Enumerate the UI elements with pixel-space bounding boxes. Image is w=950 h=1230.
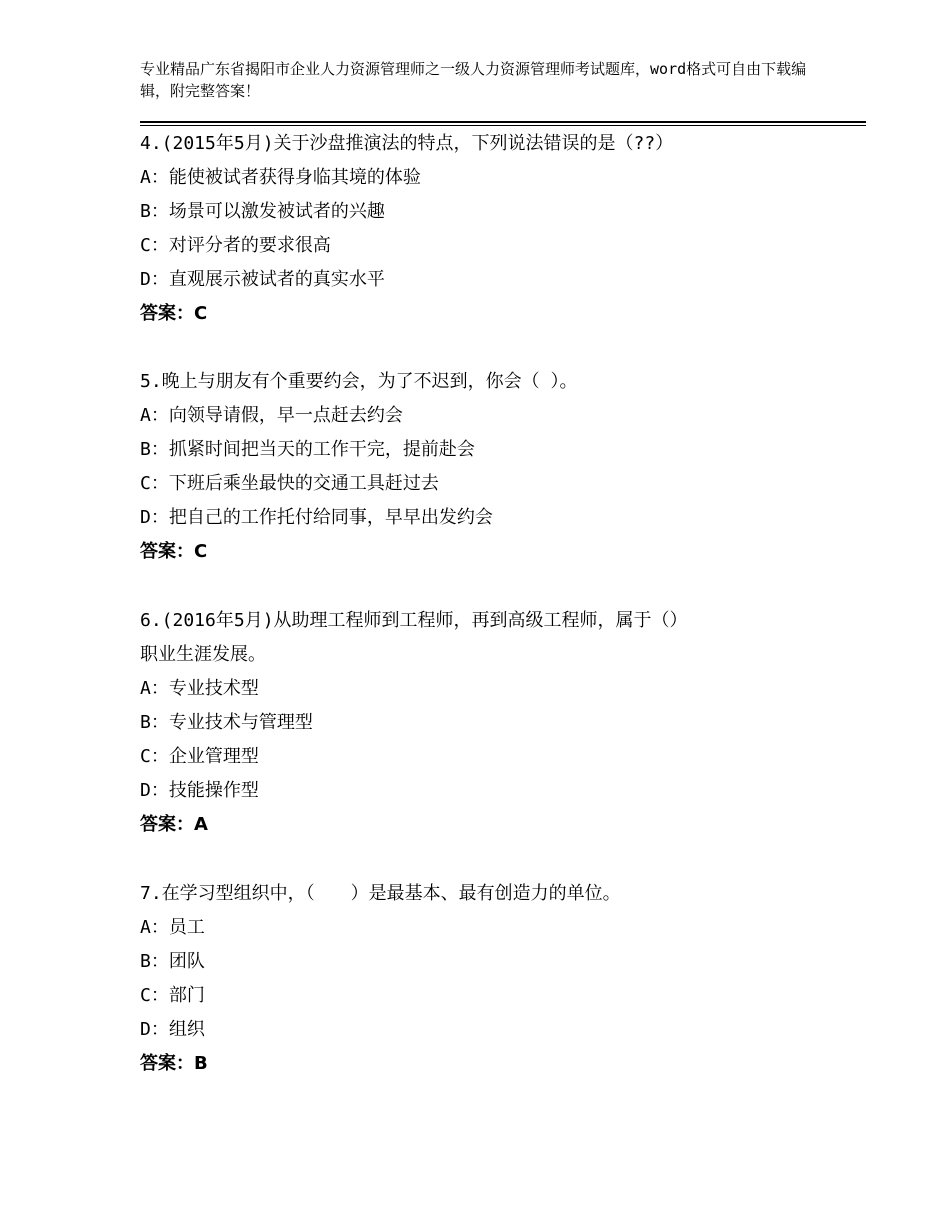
- option-c: C：下班后乘坐最快的交通工具赶过去: [140, 473, 439, 494]
- answer-value: B: [194, 1053, 208, 1074]
- option-c: C：企业管理型: [140, 746, 259, 767]
- answer-label: 答案：: [140, 814, 194, 835]
- option-b: B：团队: [140, 951, 205, 972]
- answer-line: [140, 297, 207, 331]
- option-b: B：场景可以激发被试者的兴趣: [140, 201, 385, 222]
- answer-line: [140, 535, 207, 569]
- option-a: A：能使被试者获得身临其境的体验: [140, 167, 421, 188]
- option-a: A：员工: [140, 917, 205, 938]
- answer-value: C: [194, 541, 208, 562]
- option-c: C：部门: [140, 985, 205, 1006]
- option-b: B：抓紧时间把当天的工作干完，提前赴会: [140, 439, 475, 460]
- question-stem: 5.晚上与朋友有个重要约会，为了不迟到，你会（ ）。: [140, 371, 578, 392]
- answer-line: [140, 1047, 208, 1081]
- answer-value: C: [194, 303, 208, 324]
- answer-value: A: [194, 814, 208, 835]
- question-stem-line-2: 职业生涯发展。: [140, 644, 266, 665]
- option-d: D：技能操作型: [140, 780, 259, 801]
- answer-label: 答案：: [140, 1053, 194, 1074]
- answer-line: [140, 808, 208, 842]
- option-d: D：组织: [140, 1019, 205, 1040]
- option-d: D：直观展示被试者的真实水平: [140, 269, 385, 290]
- question-stem-line-1: 6.(2016年5月)从助理工程师到工程师，再到高级工程师，属于（）: [140, 610, 688, 631]
- option-b: B：专业技术与管理型: [140, 712, 313, 733]
- document-header: 专业精品广东省揭阳市企业人力资源管理师之一级人力资源管理师考试题库，word格式可自由下载编辑，附完整答案！: [140, 60, 807, 100]
- answer-label: 答案：: [140, 541, 194, 562]
- answer-label: 答案：: [140, 303, 194, 324]
- option-d: D：把自己的工作托付给同事，早早出发约会: [140, 507, 493, 528]
- option-a: A：专业技术型: [140, 678, 259, 699]
- header-divider-thin: [140, 125, 866, 126]
- option-a: A：向领导请假，早一点赶去约会: [140, 405, 403, 426]
- question-stem: 7.在学习型组织中，（ ）是最基本、最有创造力的单位。: [140, 883, 621, 904]
- option-c: C：对评分者的要求很高: [140, 235, 331, 256]
- question-stem: 4.(2015年5月)关于沙盘推演法的特点，下列说法错误的是（??）: [140, 133, 674, 154]
- header-divider-thick: [140, 121, 866, 123]
